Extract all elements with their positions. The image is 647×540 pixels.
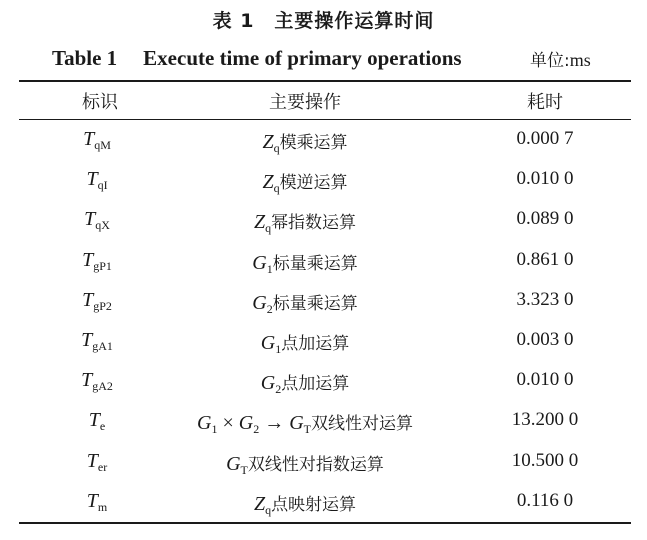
row-time: 0.000 7 (516, 128, 574, 149)
table-row (0, 281, 647, 321)
row-time: 0.116 0 (516, 489, 574, 511)
header-operation: 主要操作 (269, 92, 341, 113)
row-identifier: $T_{gA2}$ (81, 369, 113, 394)
unit-label: 单位: (530, 51, 570, 71)
row-time: 3.323 0 (516, 288, 574, 310)
bottom-rule (19, 522, 631, 524)
row-identifier: $T_e$ (88, 409, 106, 434)
table-row (0, 241, 647, 281)
row-identifier: $T_{gP2}$ (82, 288, 112, 313)
row-identifier: $T_{qM}$ (83, 128, 111, 152)
table-row (0, 401, 647, 441)
row-operation: $Z_q$模乘运算 (262, 131, 348, 155)
row-operation: $Z_q$点映射运算 (253, 492, 357, 517)
table-row (0, 442, 647, 482)
unit-note (530, 46, 591, 71)
table-row (0, 361, 647, 401)
table-row (0, 200, 647, 240)
row-operation: $G_1$点加运算 (260, 332, 350, 356)
row-identifier: $T_m$ (86, 489, 108, 514)
table-row (0, 321, 647, 361)
table-caption-cn: 表 1 主要操作运算时间 (212, 10, 435, 32)
row-operation: $Z_q$幂指数运算 (253, 211, 357, 236)
table-title: Execute time of primary operations (143, 46, 462, 70)
row-operation: $G_2$标量乘运算 (252, 291, 358, 316)
row-identifier: $T_{qI}$ (86, 168, 108, 193)
table-row (0, 482, 647, 522)
row-operation: $G_T$双线性对指数运算 (226, 452, 384, 477)
row-identifier: $T_{gA1}$ (81, 329, 113, 353)
header-time: 耗时 (527, 92, 563, 113)
row-time: 0.010 0 (516, 369, 574, 391)
unit-value: ms (569, 50, 591, 70)
row-time: 0.010 0 (516, 168, 574, 190)
row-time: 0.003 0 (516, 329, 574, 350)
header-id: 标识 (82, 92, 118, 113)
row-time: 10.500 0 (511, 449, 579, 471)
top-rule (19, 80, 631, 82)
row-time: 0.861 0 (516, 248, 574, 270)
row-identifier: $T_{gP1}$ (82, 248, 112, 273)
row-time: 13.200 0 (511, 409, 579, 431)
row-operation: $G_2$点加运算 (260, 372, 350, 397)
table-row (0, 160, 647, 200)
row-identifier: $T_{er}$ (86, 449, 108, 474)
row-operation: $G_1$标量乘运算 (252, 251, 358, 276)
row-operation: $Z_q$模逆运算 (262, 171, 348, 196)
row-operation: $G_1 \times G_2 \to G_T$双线性对运算 (197, 412, 413, 437)
table-caption-en (52, 46, 462, 71)
row-identifier: $T_{qX}$ (84, 208, 110, 233)
table-number: Table 1 (52, 46, 118, 70)
row-time: 0.089 0 (516, 208, 574, 230)
table-row (0, 120, 647, 160)
